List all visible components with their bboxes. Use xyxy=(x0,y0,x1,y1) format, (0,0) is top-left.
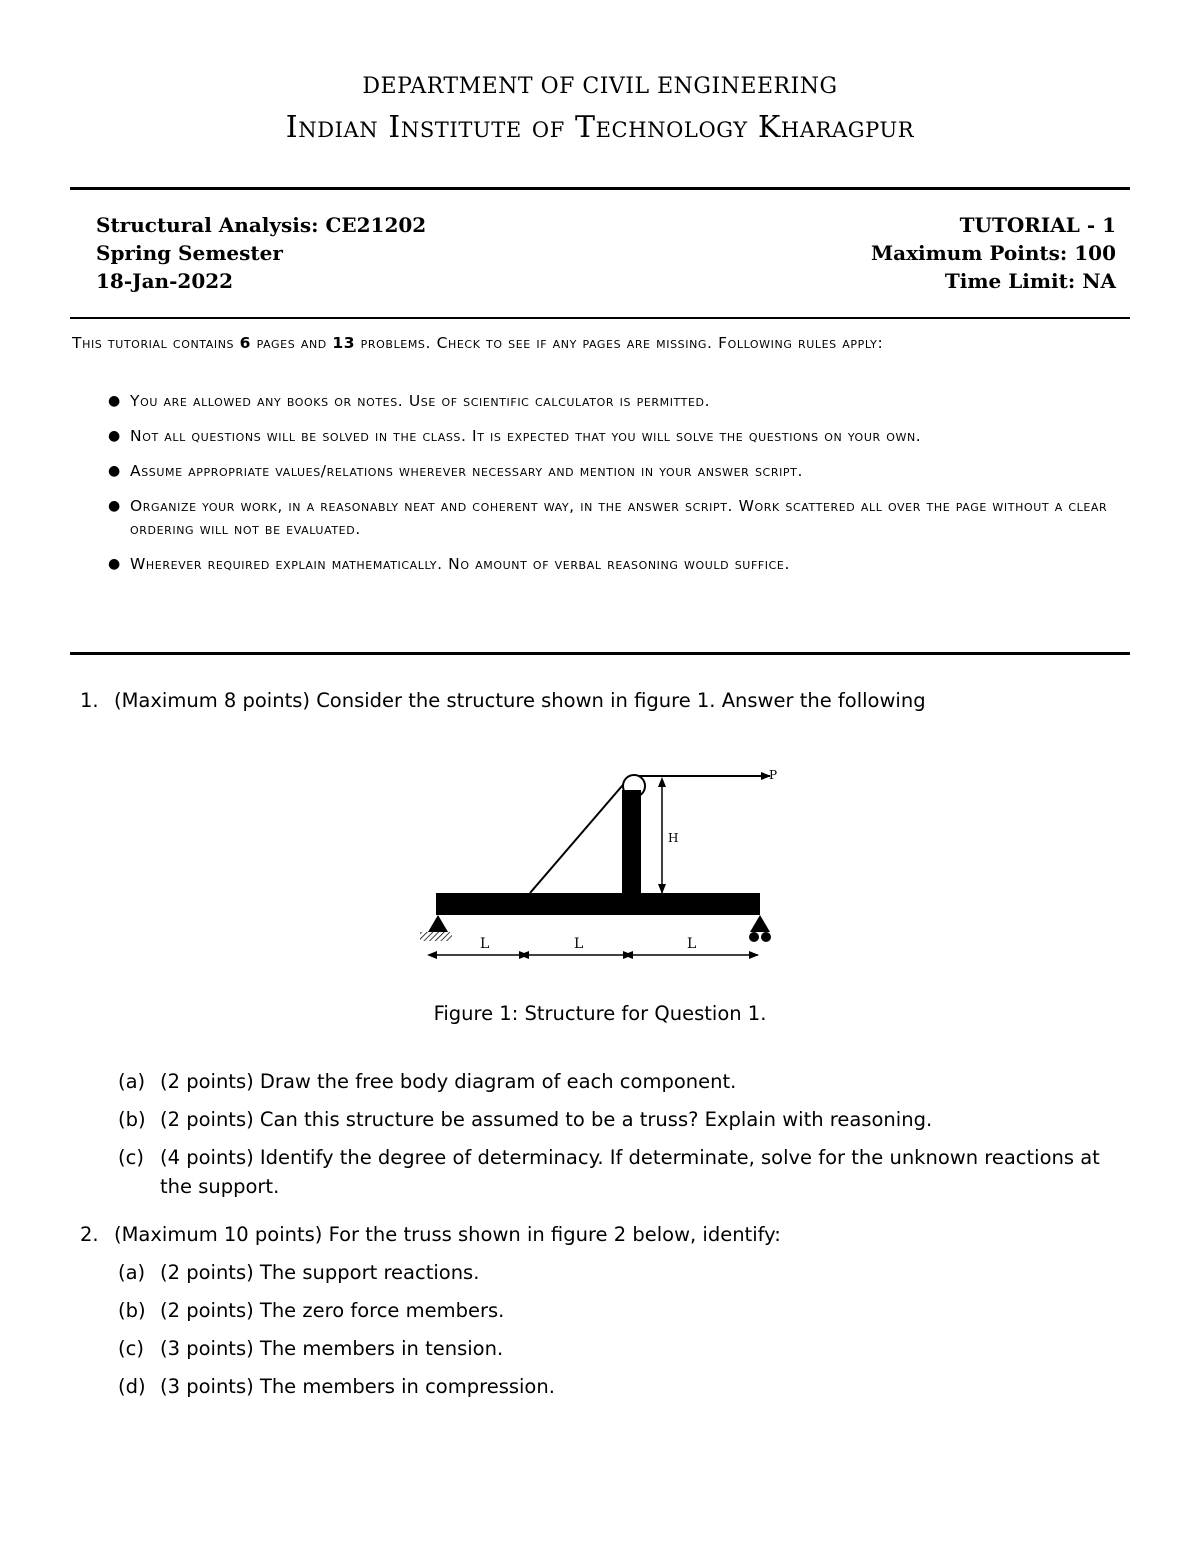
top-divider xyxy=(70,187,1130,190)
rule-text: Organize your work, in a reasonably neat and coherent way, in the answer script. Work scattered all over the page without a clear ordering will not be evaluated. xyxy=(130,497,1108,538)
intro-text-2: pages and xyxy=(251,334,333,352)
tutorial-info xyxy=(871,211,1116,295)
institute-title: Indian Institute of Technology Kharagpur xyxy=(285,110,915,145)
part-text: (4 points) Identify the degree of determinacy. If determinate, solve for the unknown reactions at the support. xyxy=(160,1146,1100,1198)
intro-text-1: This tutorial contains xyxy=(72,334,240,352)
question-number: 2. xyxy=(80,1223,99,1246)
rule-text: You are allowed any books or notes. Use of scientific calculator is permitted. xyxy=(130,392,711,410)
bullet-icon: ● xyxy=(108,393,121,409)
part-label: (c) xyxy=(118,1337,144,1360)
question-text: (Maximum 8 points) Consider the structure shown in figure 1. Answer the following xyxy=(114,689,926,712)
part-label: (b) xyxy=(118,1299,146,1322)
part-label: (b) xyxy=(118,1108,146,1131)
rule-item xyxy=(104,425,1130,448)
q2-part-b xyxy=(118,1296,1130,1325)
part-text: (2 points) The zero force members. xyxy=(160,1299,505,1322)
rule-item xyxy=(104,390,1130,413)
bullet-icon: ● xyxy=(108,498,121,514)
page-count: 6 xyxy=(239,334,252,352)
part-label: (a) xyxy=(118,1261,146,1284)
semester: Spring Semester xyxy=(96,241,283,265)
load-label: P xyxy=(769,768,778,782)
part-text: (3 points) The members in tension. xyxy=(160,1337,504,1360)
figure-1-structure xyxy=(410,762,790,962)
q2-part-d xyxy=(118,1372,1130,1401)
time-limit: Time Limit: NA xyxy=(944,269,1116,293)
department-title: DEPARTMENT OF CIVIL ENGINEERING xyxy=(362,74,838,99)
figure-1-caption: Figure 1: Structure for Question 1. xyxy=(433,1002,767,1025)
question-number: 1. xyxy=(80,689,99,712)
part-text: (3 points) The members in compression. xyxy=(160,1375,555,1398)
course-info xyxy=(96,211,426,295)
column xyxy=(622,790,641,896)
span-label: L xyxy=(480,936,490,952)
bullet-icon: ● xyxy=(108,556,121,572)
q2-part-c xyxy=(118,1334,1130,1363)
tutorial-number: TUTORIAL - 1 xyxy=(959,213,1116,237)
part-label: (a) xyxy=(118,1070,146,1093)
problem-count: 13 xyxy=(332,334,356,352)
q1-part-b xyxy=(118,1105,1130,1134)
part-text: (2 points) Draw the free body diagram of each component. xyxy=(160,1070,737,1093)
cable xyxy=(530,779,628,893)
bullet-icon: ● xyxy=(108,463,121,479)
rule-item xyxy=(104,553,1130,576)
question-1 xyxy=(80,686,926,715)
rule-text: Assume appropriate values/relations wherever necessary and mention in your answer script. xyxy=(130,462,803,480)
maximum-points: Maximum Points: 100 xyxy=(870,241,1116,265)
bullet-icon: ● xyxy=(108,428,121,444)
part-text: (2 points) Can this structure be assumed to be a truss? Explain with reasoning. xyxy=(160,1108,933,1131)
question-2 xyxy=(80,1220,781,1249)
roller-wheel-icon xyxy=(749,932,759,942)
intro-text-3: problems. Check to see if any pages are missing. Following rules apply: xyxy=(355,334,884,352)
header-divider xyxy=(70,317,1130,319)
roller-wheel-icon xyxy=(761,932,771,942)
date: 18-Jan-2022 xyxy=(96,269,234,293)
pin-support-icon xyxy=(428,915,448,932)
instructions-intro xyxy=(72,332,1130,355)
section-divider xyxy=(70,652,1130,655)
span-label: L xyxy=(574,936,584,952)
part-label: (d) xyxy=(118,1375,146,1398)
rule-text: Not all questions will be solved in the class. It is expected that you will solve the questions on your own. xyxy=(130,427,922,445)
q2-part-a xyxy=(118,1258,1130,1287)
part-label: (c) xyxy=(118,1146,144,1169)
rule-text: Wherever required explain mathematically. No amount of verbal reasoning would suffice. xyxy=(130,555,790,573)
q1-part-c xyxy=(118,1143,1130,1201)
rule-item xyxy=(104,495,1130,541)
span-label: L xyxy=(687,936,697,952)
rule-item xyxy=(104,460,1130,483)
question-text: (Maximum 10 points) For the truss shown in figure 2 below, identify: xyxy=(114,1223,781,1246)
height-label: H xyxy=(668,831,679,845)
course-title: Structural Analysis: CE21202 xyxy=(96,213,427,237)
q1-part-a xyxy=(118,1067,1130,1096)
rules-list xyxy=(104,390,1130,588)
part-text: (2 points) The support reactions. xyxy=(160,1261,480,1284)
roller-support-icon xyxy=(750,915,770,932)
ground-hatch xyxy=(420,932,452,941)
beam xyxy=(436,893,760,915)
